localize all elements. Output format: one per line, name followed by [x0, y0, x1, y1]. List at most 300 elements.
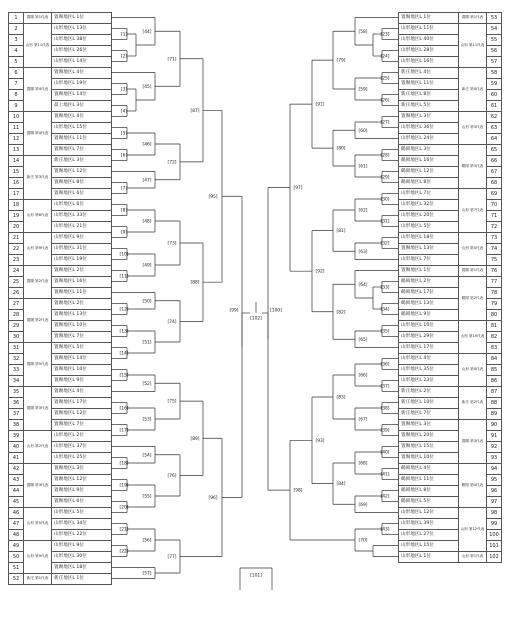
- match-label: [52]: [142, 381, 152, 387]
- match-label: [88]: [190, 280, 200, 286]
- match-label: [66]: [358, 373, 368, 379]
- region-label: 置賜 第1代表: [459, 13, 487, 24]
- match-label: [7]: [120, 186, 128, 192]
- region-label: 置賜 第4代表: [24, 68, 52, 112]
- match-label: [44]: [142, 29, 152, 35]
- team-name: 置賜地区L 11位: [52, 134, 112, 145]
- match-label: [9]: [120, 230, 128, 236]
- team-name: 新庄地区L 7位: [399, 409, 459, 420]
- seed-number: 81: [487, 321, 502, 332]
- seed-number: 45: [9, 497, 24, 508]
- team-name: 置賜地区L 2位: [52, 266, 112, 277]
- match-label: [56]: [142, 538, 152, 544]
- team-name: 山形地区L 27位: [399, 530, 459, 541]
- team-name: 山形地区L 5位: [52, 508, 112, 519]
- match-label: [98]: [293, 488, 303, 494]
- seed-number: 69: [487, 189, 502, 200]
- team-name: 置賜地区L 7位: [52, 420, 112, 431]
- seed-number: 27: [9, 299, 24, 310]
- team-name: 鶴岡地区L 16位: [399, 156, 459, 167]
- match-label: [16]: [119, 406, 129, 412]
- match-label: [77]: [167, 555, 177, 560]
- region-label: 置賜 第2代表: [24, 266, 52, 299]
- match-label: [41]: [380, 472, 390, 478]
- team-name: 置賜地区L 1位: [399, 266, 459, 277]
- region-label: 鶴岡 第2代表: [459, 277, 487, 321]
- match-label: [40]: [380, 450, 390, 456]
- team-name: 置賜地区L 7位: [52, 332, 112, 343]
- seed-number: 65: [487, 145, 502, 156]
- match-label: [34]: [380, 307, 390, 313]
- team-name: 山形地区L 12位: [399, 508, 459, 519]
- match-label: [39]: [380, 428, 390, 434]
- team-name: 山形地区L 31位: [52, 244, 112, 255]
- team-name: 山形地区L 34位: [52, 519, 112, 530]
- seed-number: 6: [9, 68, 24, 79]
- seed-number: 28: [9, 310, 24, 321]
- team-name: 置賜地区L 4位: [52, 387, 112, 398]
- match-label: [63]: [358, 249, 368, 255]
- team-name: 新庄地区L 1位: [52, 574, 112, 585]
- match-label: [53]: [142, 417, 152, 423]
- team-name: 置賜地区L 14位: [52, 90, 112, 101]
- seed-number: 98: [487, 508, 502, 519]
- team-name: 鶴岡地区L 12位: [399, 167, 459, 178]
- region-label: 置賜 第3代表: [24, 387, 52, 431]
- seed-number: 56: [487, 46, 502, 57]
- seed-number: 51: [9, 563, 24, 574]
- match-label: [24]: [380, 54, 390, 60]
- match-label: [10]: [119, 252, 129, 258]
- seed-number: 75: [487, 255, 502, 266]
- team-name: 山形地区L 9位: [52, 541, 112, 552]
- region-label: 鶴岡 第3代表: [459, 145, 487, 189]
- seed-number: 84: [487, 354, 502, 365]
- match-label: [74]: [167, 319, 177, 325]
- match-label: [20]: [119, 505, 129, 511]
- team-name: 山形地区L 20位: [399, 211, 459, 222]
- match-label: [22]: [119, 549, 129, 555]
- seed-number: 24: [9, 266, 24, 277]
- match-label: [48]: [142, 219, 152, 225]
- team-name: 新庄地区L 3位: [52, 156, 112, 167]
- team-name: 山形地区L 11位: [399, 24, 459, 35]
- seed-number: 22: [9, 244, 24, 255]
- team-name: 新庄地区L 4位: [399, 68, 459, 79]
- team-name: 山形地区L 10位: [399, 321, 459, 332]
- team-name: 山形地区L 7位: [399, 255, 459, 266]
- team-name: 置賜地区L 13位: [52, 310, 112, 321]
- match-label: [2]: [120, 54, 128, 60]
- match-label: [1]: [120, 32, 128, 38]
- team-name: 山形地区L 2位: [52, 431, 112, 442]
- region-label: 新庄 第3代表: [24, 156, 52, 200]
- seed-number: 93: [487, 453, 502, 464]
- seed-number: 83: [487, 343, 502, 354]
- team-name: 山形地区L 15位: [52, 123, 112, 134]
- match-label: [19]: [119, 483, 129, 489]
- team-name: 山形地区L 37位: [52, 442, 112, 453]
- match-label: [97]: [293, 186, 303, 192]
- team-name: 置賜地区L 11位: [399, 79, 459, 90]
- seed-number: 68: [487, 178, 502, 189]
- match-label: [32]: [380, 241, 390, 247]
- seed-number: 64: [487, 134, 502, 145]
- team-name: 山形地区L 7位: [399, 189, 459, 200]
- match-label: [18]: [119, 461, 129, 467]
- team-name: 山形地区L 15位: [399, 541, 459, 552]
- team-name: 置賜地区L 4位: [52, 68, 112, 79]
- seed-number: 35: [9, 387, 24, 398]
- seed-number: 97: [487, 497, 502, 508]
- seed-number: 12: [9, 134, 24, 145]
- seed-number: 77: [487, 277, 502, 288]
- team-name: 山形地区L 35位: [399, 365, 459, 376]
- region-label: 山形 第11代表: [459, 24, 487, 68]
- seed-number: 95: [487, 475, 502, 486]
- region-label: 置賜 第3代表: [459, 420, 487, 464]
- team-name: 置賜地区L 7位: [52, 145, 112, 156]
- seed-number: 3: [9, 35, 24, 46]
- team-name: 置賜地区L 3位: [399, 112, 459, 123]
- region-label: 山形 第5代表: [459, 233, 487, 266]
- match-label: [54]: [142, 453, 152, 459]
- match-label: [17]: [119, 428, 129, 434]
- seed-number: 86: [487, 376, 502, 387]
- match-label: [35]: [380, 329, 390, 335]
- match-label: [59]: [358, 87, 368, 93]
- team-name: 鶴岡地区L 4位: [399, 464, 459, 475]
- region-label: 山形 第9代表: [24, 233, 52, 266]
- seed-number: 44: [9, 486, 24, 497]
- team-name: 置賜地区L 15位: [399, 442, 459, 453]
- seed-number: 23: [9, 255, 24, 266]
- match-label: [13]: [119, 329, 129, 335]
- match-label: [28]: [380, 153, 390, 159]
- match-label: [11]: [119, 274, 129, 280]
- team-name: 置賜地区L 9位: [52, 376, 112, 387]
- match-label: [8]: [120, 208, 128, 214]
- match-label: [57]: [142, 571, 152, 577]
- seed-number: 78: [487, 288, 502, 299]
- seed-number: 76: [487, 266, 502, 277]
- match-label: [102]: [250, 316, 262, 322]
- seed-number: 92: [487, 442, 502, 453]
- match-label: [58]: [358, 29, 368, 35]
- match-label: [96]: [208, 495, 218, 501]
- match-label: [75]: [167, 399, 177, 405]
- seed-number: 25: [9, 277, 24, 288]
- seed-number: 50: [9, 552, 24, 563]
- region-label: 置賜 第1代表: [24, 13, 52, 24]
- match-label: [92]: [315, 269, 325, 275]
- seed-number: 18: [9, 200, 24, 211]
- match-label: [100]: [270, 308, 282, 314]
- match-label: [72]: [167, 160, 177, 166]
- match-label: [45]: [142, 84, 152, 90]
- seed-number: 21: [9, 233, 24, 244]
- match-label: [82]: [336, 310, 346, 316]
- team-name: 山形地区L 22位: [52, 530, 112, 541]
- seed-number: 39: [9, 431, 24, 442]
- match-label: [29]: [380, 175, 390, 181]
- match-label: [30]: [380, 197, 390, 203]
- seed-number: 57: [487, 57, 502, 68]
- seed-number: 79: [487, 299, 502, 310]
- match-label: [93]: [315, 438, 325, 444]
- match-label: [51]: [142, 340, 152, 346]
- team-name: 置賜地区L 3位: [52, 464, 112, 475]
- seed-number: 90: [487, 420, 502, 431]
- seed-number: 16: [9, 178, 24, 189]
- seed-number: 94: [487, 464, 502, 475]
- match-label: [65]: [358, 337, 368, 343]
- team-name: 山形地区L 26位: [52, 46, 112, 57]
- team-name: 置賜地区L 11位: [52, 288, 112, 299]
- team-name: 山形地区L 14位: [52, 57, 112, 68]
- team-name: 置賜地区L 17位: [52, 398, 112, 409]
- team-name: 山形地区L 1位: [399, 552, 459, 563]
- seed-number: 60: [487, 90, 502, 101]
- team-name: 置賜地区L 10位: [399, 453, 459, 464]
- team-name: 新庄地区L 10位: [399, 398, 459, 409]
- match-label: [42]: [380, 494, 390, 500]
- region-label: 新庄 第4代表: [459, 68, 487, 112]
- team-name: 置賜地区L 6位: [52, 189, 112, 200]
- match-label: [68]: [358, 461, 368, 467]
- team-name: 山形地区L 32位: [399, 200, 459, 211]
- team-name: 鶴岡地区L 3位: [399, 145, 459, 156]
- seed-number: 4: [9, 46, 24, 57]
- seed-number: 70: [487, 200, 502, 211]
- team-name: 置賜地区L 4位: [52, 112, 112, 123]
- team-name: 置賜地区L 10位: [52, 365, 112, 376]
- seed-number: 67: [487, 167, 502, 178]
- match-label: [23]: [380, 32, 390, 38]
- seed-number: 29: [9, 321, 24, 332]
- seed-number: 89: [487, 409, 502, 420]
- seed-number: 87: [487, 387, 502, 398]
- region-label: 山形 第9代表: [24, 541, 52, 574]
- match-label: [50]: [142, 299, 152, 305]
- match-label: [60]: [358, 128, 368, 134]
- match-label: [12]: [119, 307, 129, 313]
- team-name: 山形地区L 6位: [52, 200, 112, 211]
- match-label: [87]: [190, 108, 200, 114]
- match-label: [47]: [142, 178, 152, 184]
- region-label: 山形 第3代表: [459, 112, 487, 145]
- team-name: 山形地区L 29位: [399, 332, 459, 343]
- seed-number: 10: [9, 112, 24, 123]
- team-name: 置賜地区L 10位: [52, 321, 112, 332]
- team-name: 山形地区L 13位: [52, 24, 112, 35]
- match-label: [61]: [358, 164, 368, 170]
- team-name: 置賜地区L 18位: [52, 563, 112, 574]
- region-label: 新庄 第2代表: [459, 387, 487, 420]
- team-name: 置賜地区L 14位: [52, 354, 112, 365]
- seed-number: 74: [487, 244, 502, 255]
- team-name: 置賜地区L 9位: [52, 486, 112, 497]
- team-name: 山形地区L 36位: [399, 123, 459, 134]
- team-name: 山形地区L 18位: [399, 233, 459, 244]
- team-name: 置賜地区L 5位: [52, 343, 112, 354]
- match-label: [36]: [380, 362, 390, 368]
- team-name: 最上地区L 3位: [52, 101, 112, 112]
- match-label: [84]: [336, 482, 346, 488]
- match-label: [62]: [358, 208, 368, 214]
- team-name: 置賜地区L 3位: [399, 420, 459, 431]
- seed-number: 1: [9, 13, 24, 24]
- team-name: 鶴岡地区L 2位: [399, 277, 459, 288]
- team-name: 山形地区L 28位: [399, 46, 459, 57]
- team-name: 山形地区L 33位: [52, 211, 112, 222]
- seed-number: 32: [9, 354, 24, 365]
- team-name: 山形地区L 38位: [52, 35, 112, 46]
- region-label: 置賜 第3代表: [24, 464, 52, 508]
- region-label: 山形 第10代表: [459, 321, 487, 354]
- match-label: [55]: [142, 494, 152, 500]
- match-label: [14]: [119, 351, 129, 357]
- seed-number: 5: [9, 57, 24, 68]
- seed-number: 58: [487, 68, 502, 79]
- match-label: [83]: [336, 395, 346, 401]
- team-name: 置賜地区L 1位: [52, 13, 112, 24]
- match-label: [76]: [167, 473, 177, 479]
- seed-number: 9: [9, 101, 24, 112]
- team-name: 山形地区L 5位: [399, 222, 459, 233]
- match-label: [43]: [380, 527, 390, 533]
- seed-number: 59: [487, 79, 502, 90]
- team-name: 置賜地区L 13位: [399, 244, 459, 255]
- region-label: 置賜 第1代表: [459, 266, 487, 277]
- team-name: 山形地区L 16位: [399, 57, 459, 68]
- region-label: 山形 第7代表: [459, 189, 487, 233]
- region-label: 置賜 第4代表: [24, 112, 52, 156]
- match-label: [67]: [358, 417, 368, 423]
- seed-number: 52: [9, 574, 24, 585]
- seed-number: 101: [487, 541, 502, 552]
- seed-number: 31: [9, 343, 24, 354]
- seed-number: 48: [9, 530, 24, 541]
- match-label: [38]: [380, 406, 390, 412]
- seed-number: 73: [487, 233, 502, 244]
- seed-number: 61: [487, 101, 502, 112]
- team-name: 新庄地区L 8位: [399, 90, 459, 101]
- region-label: 山形 第1代表: [459, 552, 487, 563]
- team-name: 山形地区L 17位: [399, 343, 459, 354]
- match-label: [99]: [229, 308, 239, 314]
- match-label: [64]: [358, 282, 368, 288]
- team-name: 山形地区L 39位: [399, 519, 459, 530]
- region-label: 鶴岡 第4代表: [459, 464, 487, 508]
- team-name: 山形地区L 23位: [399, 376, 459, 387]
- team-name: 山形地区L 4位: [399, 354, 459, 365]
- match-label: [80]: [336, 146, 346, 152]
- seed-number: 17: [9, 189, 24, 200]
- match-label: [6]: [120, 153, 128, 159]
- seed-number: 2: [9, 24, 24, 35]
- region-label: 山形 第2代表: [24, 431, 52, 464]
- seed-number: 49: [9, 541, 24, 552]
- region-label: 置賜 第5代表: [24, 343, 52, 387]
- seed-number: 47: [9, 519, 24, 530]
- match-label: [101]: [250, 573, 262, 579]
- match-label: [91]: [315, 102, 325, 108]
- match-label: [15]: [119, 373, 129, 379]
- seed-number: 96: [487, 486, 502, 497]
- seed-number: 30: [9, 332, 24, 343]
- team-name: 山形地区L 19位: [52, 255, 112, 266]
- team-name: 鶴岡地区L 8位: [399, 486, 459, 497]
- match-label: [71]: [167, 57, 177, 63]
- seed-number: 15: [9, 167, 24, 178]
- seed-number: 42: [9, 464, 24, 475]
- seed-number: 46: [9, 508, 24, 519]
- team-name: 鶴岡地区L 11位: [399, 475, 459, 486]
- team-name: 置賜地区L 12位: [52, 475, 112, 486]
- region-label: 山形 第11代表: [24, 24, 52, 68]
- match-label: [89]: [190, 436, 200, 442]
- seed-number: 102: [487, 552, 502, 563]
- seed-number: 71: [487, 211, 502, 222]
- match-label: [3]: [120, 87, 128, 93]
- team-name: 山形地区L 19位: [52, 79, 112, 90]
- match-label: [37]: [380, 384, 390, 390]
- match-label: [46]: [142, 142, 152, 148]
- team-name: 山形地区L 40位: [399, 35, 459, 46]
- match-label: [95]: [208, 194, 218, 200]
- seed-number: 91: [487, 431, 502, 442]
- region-label: 山形 第4代表: [459, 354, 487, 387]
- match-label: [49]: [142, 263, 152, 269]
- seed-number: 63: [487, 123, 502, 134]
- region-label: 新庄 第1代表: [24, 574, 52, 585]
- match-label: [5]: [120, 131, 128, 137]
- seed-number: 100: [487, 530, 502, 541]
- seed-number: 43: [9, 475, 24, 486]
- team-name: 置賜地区L 12位: [52, 167, 112, 178]
- match-label: [26]: [380, 98, 390, 104]
- team-name: 鶴岡地区L 17位: [399, 288, 459, 299]
- seed-number: 37: [9, 409, 24, 420]
- match-label: [4]: [120, 109, 128, 115]
- seed-number: 53: [487, 13, 502, 24]
- match-label: [33]: [380, 285, 390, 291]
- seed-number: 99: [487, 519, 502, 530]
- match-label: [25]: [380, 76, 390, 82]
- seed-number: 85: [487, 365, 502, 376]
- seed-number: 72: [487, 222, 502, 233]
- seed-number: 38: [9, 420, 24, 431]
- seed-number: 54: [487, 24, 502, 35]
- team-name: 鶴岡地区L 8位: [399, 178, 459, 189]
- match-label: [27]: [380, 120, 390, 126]
- seed-number: 62: [487, 112, 502, 123]
- seed-number: 20: [9, 222, 24, 233]
- region-label: 山形 第5代表: [24, 508, 52, 541]
- team-name: 鶴岡地区L 9位: [399, 310, 459, 321]
- match-label: [73]: [167, 241, 177, 247]
- team-name: 山形地区L 25位: [52, 453, 112, 464]
- team-name: 置賜地区L 20位: [399, 431, 459, 442]
- seed-number: 26: [9, 288, 24, 299]
- team-name: 新庄地区L 2位: [399, 387, 459, 398]
- match-label: [79]: [336, 58, 346, 64]
- team-name: 新庄地区L 5位: [399, 101, 459, 112]
- region-label: 山形 第12代表: [459, 508, 487, 552]
- seed-number: 41: [9, 453, 24, 464]
- seed-number: 11: [9, 123, 24, 134]
